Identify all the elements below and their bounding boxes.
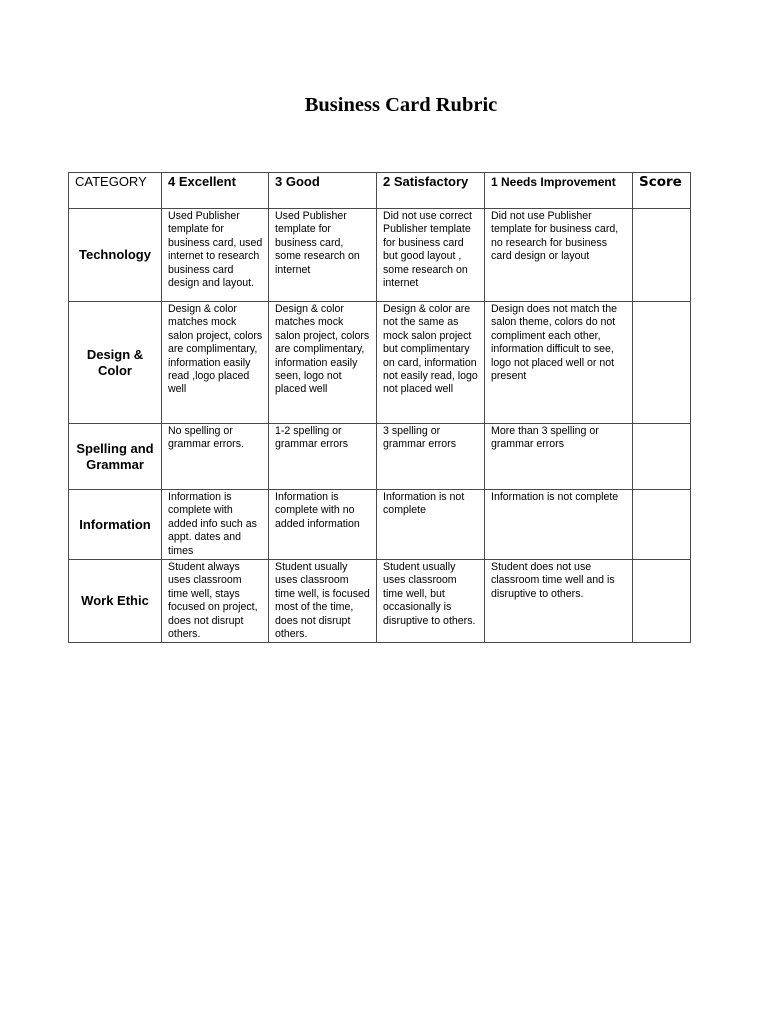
header-category: CATEGORY [69,173,162,209]
satisfactory-cell: Did not use correct Publisher template for business card but good layout , some research on internet [377,209,485,302]
page-title: Business Card Rubric [304,94,498,116]
table-row-work-ethic [69,560,691,643]
excellent-cell: Information is complete with added info such as appt. dates and times [162,490,269,560]
header-satisfactory: 2 Satisfactory [377,173,485,209]
header-excellent: 4 Excellent [162,173,269,209]
table-row-spelling-grammar [69,424,691,490]
category-cell: Technology [69,209,162,302]
good-cell: Information is complete with no added information [269,490,377,560]
score-cell[interactable] [633,560,691,643]
needs-improvement-cell: Student does not use classroom time well and is disruptive to others. [485,560,633,643]
good-cell: 1-2 spelling or grammar errors [269,424,377,490]
category-cell: Work Ethic [69,560,162,643]
needs-improvement-cell: More than 3 spelling or grammar errors [485,424,633,490]
good-cell: Student usually uses classroom time well, is focused most of the time, does not disrupt others. [269,560,377,643]
satisfactory-cell: Student usually uses classroom time well, but occasionally is disruptive to others. [377,560,485,643]
header-needs-improvement: 1 Needs Improvement [485,173,633,209]
needs-improvement-cell: Design does not match the salon theme, colors do not compliment each other, information difficult to see, logo not placed well or not present [485,302,633,424]
header-good: 3 Good [269,173,377,209]
satisfactory-cell: 3 spelling or grammar errors [377,424,485,490]
category-cell: Spelling and Grammar [69,424,162,490]
needs-improvement-cell: Did not use Publisher template for business card, no research for business card design or layout [485,209,633,302]
score-cell[interactable] [633,490,691,560]
excellent-cell: Used Publisher template for business card, used internet to research business card design and layout. [162,209,269,302]
table-row-technology [69,209,691,302]
header-row [69,173,691,209]
score-cell[interactable] [633,424,691,490]
table-row-information [69,490,691,560]
category-cell: Information [69,490,162,560]
header-score: Score [633,173,691,209]
needs-improvement-cell: Information is not complete [485,490,633,560]
table-row-design-color [69,302,691,424]
good-cell: Design & color matches mock salon project, colors are complimentary, information easily seen, logo not placed well [269,302,377,424]
score-cell[interactable] [633,209,691,302]
excellent-cell: Design & color matches mock salon project, colors are complimentary, information easily read ,logo placed well [162,302,269,424]
satisfactory-cell: Design & color are not the same as mock salon project but complimentary on card, information not easily read, logo not placed well [377,302,485,424]
excellent-cell: Student always uses classroom time well, stays focused on project, does not disrupt others. [162,560,269,643]
good-cell: Used Publisher template for business card, some research on internet [269,209,377,302]
category-cell: Design & Color [69,302,162,424]
satisfactory-cell: Information is not complete [377,490,485,560]
rubric-table [68,172,691,643]
excellent-cell: No spelling or grammar errors. [162,424,269,490]
score-cell[interactable] [633,302,691,424]
